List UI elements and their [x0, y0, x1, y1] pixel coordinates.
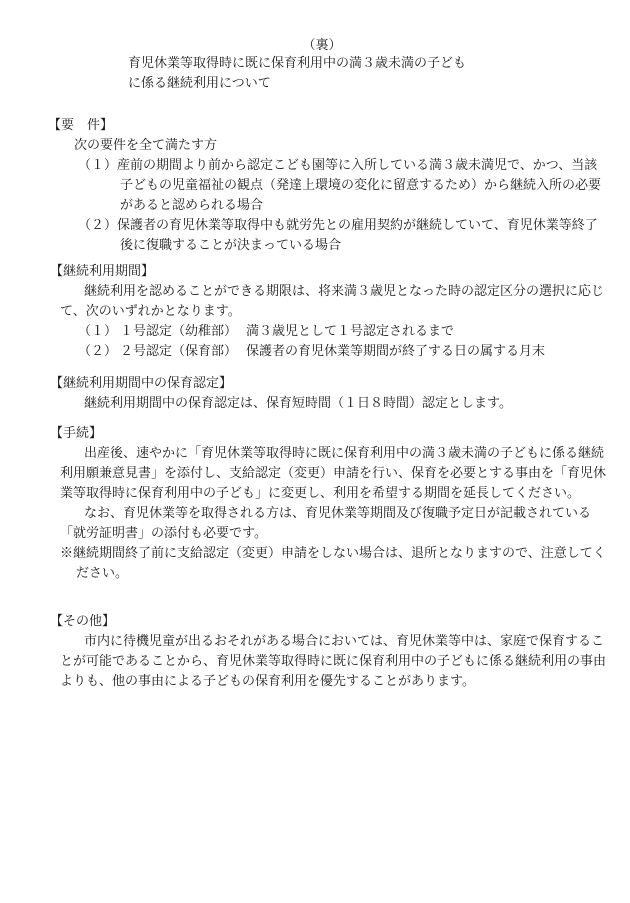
- certification-text: 継続利用期間中の保育認定は、保育短時間（１日８時間）認定とします。: [84, 396, 512, 411]
- period-row-2-desc: 保護者の育児休業等期間が終了する日の属する月末: [246, 344, 546, 359]
- requirement-item-1-text: 産前の期間より前から認定こども園等に入所している満３歳未満児で、かつ、当該子どもの児童福祉の観点（発達上環境の変化に留意するため）から継続入所の必要があると認められる場合: [117, 158, 602, 213]
- reverse-side-mark: （裏）: [302, 38, 342, 53]
- period-row-1-kind: １号認定（幼稚部）: [120, 324, 238, 339]
- requirement-item-1-num: （１）: [78, 158, 118, 173]
- requirements-section: [50, 116, 610, 256]
- period-section: [50, 262, 610, 362]
- period-row-2-kind: ２号認定（保育部）: [120, 344, 238, 359]
- other-heading: 【その他】: [50, 614, 116, 629]
- procedure-heading: 【手続】: [50, 426, 103, 441]
- other-text: 市内に待機児童が出るおそれがある場合においては、育児休業等中は、家庭で保育することが可能であることから、育児休業等取得時に既に保育利用中の子どもに係る継続利用の事由よりも、他の事由による子どもの保育利用を優先することがあります。: [60, 634, 607, 689]
- requirement-item-2-num: （２）: [78, 218, 118, 233]
- period-row-2: [50, 342, 610, 362]
- period-row-2-num: （２）: [78, 344, 118, 359]
- period-heading: 【継続利用期間】: [50, 264, 155, 279]
- requirement-item-2-text: 保護者の育児休業等取得中も就労先との雇用契約が継続していて、育児休業等終了後に復職することが決まっている場合: [117, 218, 598, 253]
- period-row-1-desc: 満３歳児として１号認定されるまで: [246, 324, 455, 339]
- other-section: [50, 612, 610, 692]
- document-title: [128, 54, 568, 94]
- title-line-2: に係る継続利用について: [128, 76, 271, 91]
- requirements-heading: 【要 件】: [48, 118, 114, 133]
- requirement-item-2: [50, 216, 610, 256]
- procedure-section: [50, 424, 610, 584]
- procedure-para-2: なお、育児休業等を取得される方は、育児休業等期間及び復職予定日が記載されている「就労証明書」の添付も必要です。: [60, 506, 592, 541]
- procedure-para-1: 出産後、速やかに「育児休業等取得時に既に保育利用中の満３歳未満の子どもに係る継続利用願兼意見書」を添付し、支給認定（変更）申請を行い、保育を必要とする事由を「育児休業等取得時に保育利用中の子ども」に変更し、利用を希望する期間を延長してください。: [60, 446, 607, 501]
- period-row-1: [50, 322, 610, 342]
- certification-section: [50, 374, 610, 414]
- period-row-1-num: （１）: [78, 324, 118, 339]
- requirement-item-1: [50, 156, 610, 216]
- procedure-note: ※継続期間終了前に支給認定（変更）申請をしない場合は、退所となりますので、注意してください。: [60, 546, 606, 581]
- title-line-1: 育児休業等取得時に既に保育利用中の満３歳未満の子ども: [128, 56, 467, 71]
- period-text: 継続利用を認めることができる期限は、将来満３歳児となった時の認定区分の選択に応じて、次のいずれかとなります。: [60, 284, 605, 319]
- requirements-intro: 次の要件を全て満たす方: [74, 138, 218, 153]
- certification-heading: 【継続利用期間中の保育認定】: [50, 376, 233, 391]
